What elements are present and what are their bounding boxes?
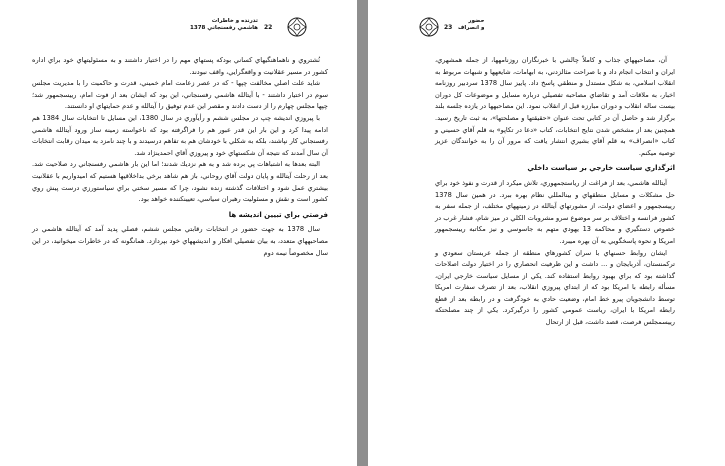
left-header-line1: تذرنده و خاطرات [211, 18, 258, 24]
paragraph: البته بعدها به اشتباهات پي برده شد و به هم نزديك شدند؛ اما اين بار هاشمي رفسنجاني رد صلاحيت شد. بعد از رحلت آيتالله و پايان دولت آقاي روحاني، باز هم شاهد برخي بداخلاقيها هستيم كه اميدواريم با عقلانيت بيشتري عمل شود و اختلافات گذشته زنده نشود، چرا كه مسير سختي براي سياستورزي درست پيش روي كشور است و نقش و مسئوليت رهبران سياسي، تعيينكننده خواهد بود. [32, 160, 328, 204]
paragraph: نُشتروي و ناهماهنگيهاي كساني بودكه پستهاي مهم را در اختيار داشتند و به مسئوليتهاي خود براي اداره كشور در مسير عقلانيت و واقعگرايي، واقف نبودند. [32, 56, 328, 76]
section-heading: فرصتي براي تبيين انديشه ها [228, 210, 328, 219]
paragraph: سال 1378 به جهت حضور در انتخابات رقابتي مجلس ششم، فصلي پديد آمد كه آيتالله هاشمي در مصاحبههاي متعدد، به بيان تفصيلي افكار و انديشههاي خود بپردازد. همانگونه كه در خاطرات ميخوانيد، در اين سال مخصوصاً نيمه دوم [32, 225, 328, 257]
right-header-line1: حضور [468, 18, 485, 24]
ornament-icon [418, 16, 440, 38]
left-header-line2: هاشمي رفسنجاني 1378 [190, 25, 258, 31]
left-header-text [190, 18, 258, 32]
section-heading: اثرگذاري سياست خارجي بر سياست داخلي [527, 164, 675, 173]
left-page [0, 0, 357, 466]
ornament-icon [286, 16, 308, 38]
right-page-body [435, 55, 675, 329]
right-page-number: 23 [444, 24, 453, 31]
paragraph: آيتالله هاشمي، بعد از فراغت از رياستجمهوري، تلاش ميكرد از قدرت و نفوذ خود براي حل مشكلات و مسايل منطقهاي و بينالمللي نظام بهره ببرد. در همين سال 1378 رييسجمهور و اعضاي دولت، از مشورتهاي آيتالله در زمينههاي مختلف، از جمله سفر به كشور فرانسه و اختلاف بر سر موضوع سرو مشروبات الكلي در ميز شام، فشار غرب در خصوص دستگيري و محاكمه 13 يهودي متهم به جاسوسي و نيز مكاتبه رييسجمهور امريكا و نحوه پاسخگويي به آن بهره ميبرد. [435, 178, 675, 245]
right-header-line2: و انصراف [458, 25, 485, 31]
left-page-number: 22 [264, 24, 273, 31]
paragraph: آن، مصاحبههاي جذاب و كاملاً چالشي با خبرنگاران روزنامهها، از جمله همشهري، ايران و انتخاب انجام داد و با صراحت مثالزدني، به ابهامات، شايعهها و شبهات مربوط به انقلاب اسلامي، به شكل مستدل و منطقي پاسخ داد. پاييز سال 1378 سردبير روزنامه اخبار، به ملاقات آمد و تقاضاي مصاحبه تفصيلي درباره مسايل و موضوعات كل دوران بيست ساله انقلاب و دوران مبارزه قبل از انقلاب نمود. اين مصاحبهها در يازده جلسه بلند برگزار شد و حاصل آن در كتابي تحت عنوان «حقيقتها و مصلحتها»، به ثبت تاريخ رسيد. همچنين بعد از مشخص شدن نتايج انتخابات، كتاب «دعا در تكاپو» به قلم آقاي حسيني و كتاب «انصراف» به قلم آقاي بشيري انتشار يافت كه مرور آن را به خوانندگان عزيز توصيه ميكنم. [435, 56, 676, 157]
right-header-text [458, 18, 484, 32]
left-page-body [32, 55, 328, 259]
paragraph: ايشان روابط حسنهاي با سران كشورهاي منطقه از جمله عربستان سعودي و تركمنستان، آذربايجان و ... داشت و اين ظرفيت انحصاري را در اختيار دولت اصلاحات گذاشته بود كه براي بهبود روابط استفاده كند. يكي از مسايل سياست خارجي ايران، مسأله رابطه با امريكا بود كه از ابتداي پيروزي انقلاب، بعد از تصرف سفارت امريكا توسط دانشجويان پيرو خط امام، وضعيت حادي به خودگرفت و در رابطه بعد از قطع رابطه امريكا با ايران، رياست عمومي كشور را درگيركرد. يكي از چند مصلحتكه رييسمجلس فرصت، قصد داشت، قبل از ارتحال [435, 248, 675, 327]
right-page-header [418, 16, 528, 42]
left-page-header [190, 16, 310, 42]
paragraph: با پيروزي انديشه چپ در مجلس ششم و رأيآوري در سال 1380، اين مسايل تا انتخابات سال 1384 هم ادامه پيدا كرد و اين بار اين قدر عبور هم را فراگرفته بود كه ناخواسته زمينه ساز ورود آيتالله هاشمي رفسنجاني كار نپاشند، بلكه به شكلي با خودشان هم به تفاهم درسيدند و با چند نامزد به ميدان رقابت انتخابات آن سال آمدند كه نتيجه آن شكستهاي خود و پيروزي آقاي احمدينژاد شد. [32, 113, 328, 157]
paragraph: شايد علت اصلي مخالفت چپها - كه در عصر زعامت امام خميني، قدرت و حاكميت را با مديريت مجلس سوم در اختيار داشتند - با آيتالله هاشمي رفسنجاني، اين بود كه ايشان بعد از فوت امام، رييسجمهور شد؛ چپها مجلس چهارم را از دست دادند و مقصر اين عدم توفيق را آيتالله و عدم حمايتهاي او دانستند. [32, 79, 328, 111]
